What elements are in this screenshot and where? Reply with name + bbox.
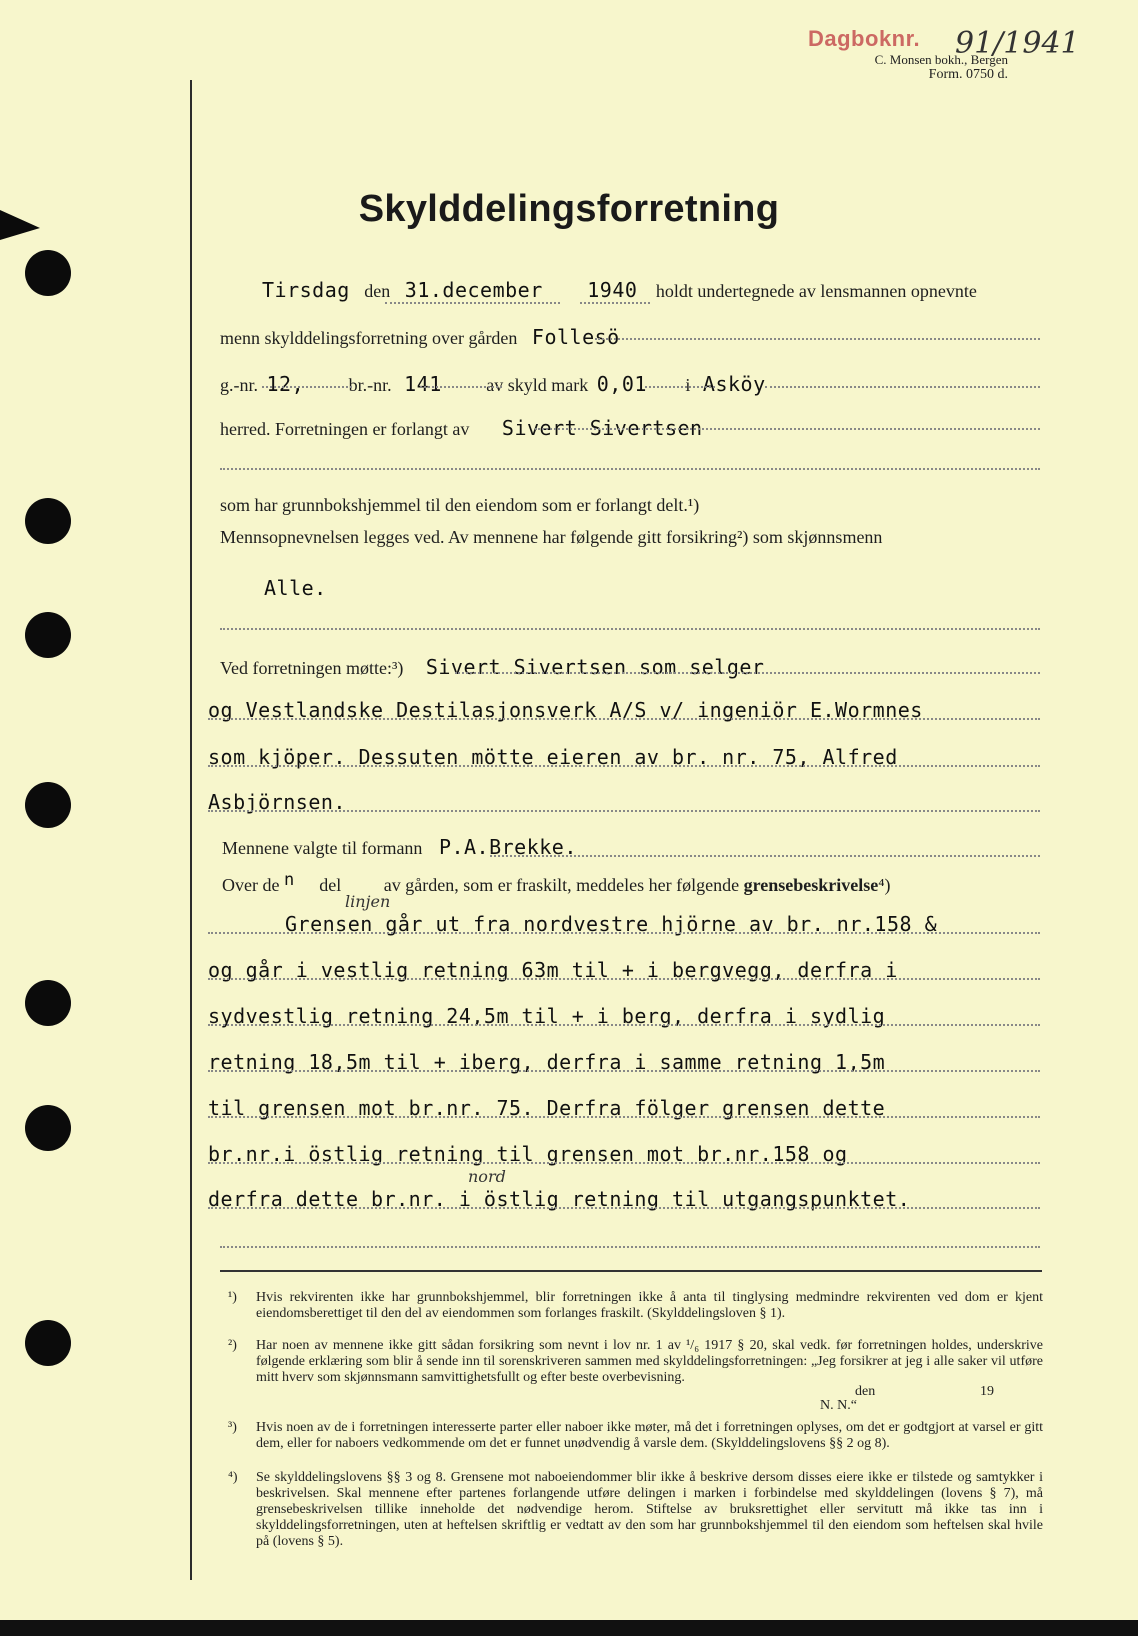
handwritten-insert-nord: nord bbox=[468, 1167, 506, 1186]
skyld-value: 0,01 bbox=[596, 372, 647, 396]
chairman-name: P.A.Brekke. bbox=[438, 835, 577, 859]
punch-hole bbox=[25, 498, 71, 544]
intro-line-1 bbox=[262, 278, 977, 302]
publisher-label: C. Monsen bokh., Bergen bbox=[874, 52, 1008, 67]
requester: Sivert Sivertsen bbox=[501, 416, 703, 440]
intro-text-2: menn skylddelingsforretning over gården bbox=[220, 328, 518, 348]
punch-hole bbox=[25, 782, 71, 828]
boundary-line-1: Grensen går ut fra nordvestre hjörne av br. nr.158 & bbox=[285, 912, 938, 936]
attendance-line-2: og Vestlandske Destilasjonsverk A/S v/ ingeniör E.Wormnes bbox=[208, 698, 923, 722]
signature-nn: N. N.“ bbox=[820, 1398, 857, 1413]
fill-line bbox=[455, 672, 1040, 674]
fill-line bbox=[208, 765, 1040, 767]
punch-hole bbox=[25, 1105, 71, 1151]
brnr-value: 141 bbox=[404, 372, 442, 396]
fill-line bbox=[220, 1246, 1040, 1248]
den-label: den bbox=[364, 281, 391, 301]
intro-line-5: som har grunnbokshjemmel til den eiendom som er forlangt delt.¹) bbox=[220, 495, 700, 515]
footnote-ref-4: ⁴) bbox=[878, 875, 891, 895]
boundary-line-2: og går i vestlig retning 63m til + i bergvegg, derfra i bbox=[208, 958, 898, 982]
attendance-line-3: som kjöper. Dessuten mötte eieren av br. nr. 75, Alfred bbox=[208, 745, 898, 769]
form-header bbox=[875, 52, 1008, 82]
boundary-line-4: retning 18,5m til + iberg, derfra i samme retning 1,5m bbox=[208, 1050, 886, 1074]
footnote-4 bbox=[228, 1470, 1043, 1550]
attendance-line-1 bbox=[220, 655, 764, 679]
fraction-n: n bbox=[283, 870, 295, 890]
footnote-rule bbox=[220, 1270, 1042, 1272]
fill-line bbox=[490, 855, 1040, 857]
document-title: Skylddelingsforretning bbox=[358, 188, 780, 230]
fill-line bbox=[765, 386, 1040, 388]
skyld-label: av skyld mark bbox=[486, 375, 589, 395]
boundary-line-5: til grensen mot br.nr. 75. Derfra fölger grensen dette bbox=[208, 1096, 886, 1120]
fill-line bbox=[420, 386, 502, 388]
fill-line bbox=[262, 386, 352, 388]
brnr-label: br.-nr. bbox=[348, 375, 392, 395]
gnr-label: g.-nr. bbox=[220, 375, 258, 395]
attendance-line-4: Asbjörnsen. bbox=[208, 790, 346, 814]
footnote-num: ³) bbox=[228, 1420, 237, 1435]
year: 1940 bbox=[587, 278, 638, 302]
footnote-2 bbox=[228, 1338, 1043, 1386]
punch-hole bbox=[25, 250, 71, 296]
fill-line bbox=[208, 1070, 1040, 1072]
fill-line bbox=[208, 1116, 1040, 1118]
attendance-label: Ved forretningen møtte:³) bbox=[220, 658, 404, 678]
fill-line bbox=[208, 932, 1040, 934]
boundary-line-6: br.nr.i östlig retning til grensen mot br.nr.158 og bbox=[208, 1142, 848, 1166]
handwritten-insert-linjen: linjen bbox=[345, 892, 391, 911]
punch-hole bbox=[25, 1320, 71, 1366]
form-number: Form. 0750 d. bbox=[928, 67, 1008, 82]
chairman-label: Mennene valgte til formann bbox=[222, 838, 423, 858]
fill-line bbox=[208, 1162, 1040, 1164]
fill-line bbox=[385, 302, 560, 304]
fill-line bbox=[208, 978, 1040, 980]
fill-line bbox=[535, 428, 1040, 430]
footnote-1 bbox=[228, 1290, 1043, 1322]
del-label: del bbox=[319, 875, 342, 895]
journal-number: 91/1941 bbox=[955, 26, 1080, 61]
i-label: i bbox=[685, 375, 691, 395]
boundary-rest: av gården, som er fraskilt, meddeles her følgende bbox=[383, 875, 740, 895]
fill-line bbox=[580, 302, 650, 304]
intro-text-1: holdt undertegnede av lensmannen opnevnte bbox=[655, 281, 977, 301]
attendance-text-1: Sivert Sivertsen som selger bbox=[425, 655, 765, 679]
farm-name: Follesö bbox=[531, 325, 620, 349]
signature-den: den bbox=[855, 1384, 876, 1399]
intro-line-3 bbox=[220, 372, 766, 396]
fill-line bbox=[208, 718, 1040, 720]
footnote-num: ⁴) bbox=[228, 1470, 238, 1485]
footnote-num: ¹) bbox=[228, 1290, 237, 1305]
footnote-text: Hvis rekvirenten ikke har grunnbokshjemmel, blir forretningen ikke å anta til tinglysing medmindre rekvirenten ved dom er kjent eiendomsberettiget til den del av eiendommen som forlanges fraskilt. (Skylddelingsloven § 1). bbox=[256, 1290, 1043, 1321]
date: 31.december bbox=[404, 278, 543, 302]
boundary-line-3: sydvestlig retning 24,5m til + i berg, derfra i sydlig bbox=[208, 1004, 886, 1028]
gnr-value: 12, bbox=[266, 372, 305, 396]
footnote-text: Har noen av mennene ikke gitt sådan forsikring som nevnt i lov nr. 1 av ¹/₆ 1917 § 20, skal vedk. før forretningen holdes, underskrive følgende erklæring som blir å sende inn til sorenskriveren sammen med skylddelingsforretningen: „Jeg forsikrer at jeg i alle saker vil utføre mitt hverv som skjønnsmann samvittighetsfullt og efter beste overbevisning. bbox=[256, 1338, 1043, 1385]
fill-line bbox=[645, 386, 715, 388]
intro-line-6: Mennsopnevnelsen legges ved. Av mennene har følgende gitt forsikring²) som skjønnsmenn bbox=[220, 527, 883, 547]
footnote-text: Hvis noen av de i forretningen interesserte parter eller naboer ikke møter, må det i forretningen oplyses, om det er godtgjort at varsel er gitt dem, eller for naboers vedkommende om det er funnet unødvendig å varsle dem. (Skylddelingslovens §§ 2 og 8). bbox=[256, 1420, 1043, 1451]
margin-line bbox=[190, 80, 192, 1580]
footnote-text: Se skylddelingslovens §§ 3 og 8. Grensene mot naboeiendommer blir ikke å beskrive dersom disses eiere ikke er tilstede og samtykker i beskrivelsen. Skal mennene efter partenes forlangende utføre delingen i marken i forbindelse med skylddelingen (lovens § 7), må grensebeskrivelsen tillike inneholde det nødvendige herom. Stiftelse av bruksrettighet eller servitutt må ikke tas inn i skylddelingsforretningen, uten at heftelsen skriftlig er vedtatt av den som har grunnbokshjemmel til den eiendom som heftelsen skal hvile på (lovens § 5). bbox=[256, 1470, 1043, 1549]
punch-hole bbox=[25, 612, 71, 658]
alle-text: Alle. bbox=[264, 576, 327, 600]
place: Asköy bbox=[702, 372, 766, 396]
fill-line bbox=[208, 1024, 1040, 1026]
fill-line bbox=[208, 1207, 1040, 1209]
signature-year: 19 bbox=[980, 1384, 994, 1399]
herred-text: herred. Forretningen er forlangt av bbox=[220, 419, 470, 439]
fill-line bbox=[220, 628, 1040, 630]
punch-hole bbox=[25, 980, 71, 1026]
fill-line bbox=[220, 468, 1040, 470]
journal-stamp: Dagboknr. bbox=[808, 26, 921, 51]
over-label: Over de bbox=[222, 875, 280, 895]
fill-line bbox=[595, 338, 1040, 340]
boundary-bold: grensebeskrivelse bbox=[743, 875, 879, 895]
footnote-3 bbox=[228, 1420, 1043, 1452]
boundary-line-7: derfra dette br.nr. i östlig retning til utgangspunktet. bbox=[208, 1187, 911, 1211]
intro-line-2 bbox=[220, 325, 620, 349]
footnote-num: ²) bbox=[228, 1338, 237, 1353]
fill-line bbox=[208, 810, 1040, 812]
weekday: Tirsdag bbox=[262, 278, 350, 302]
boundary-header bbox=[222, 870, 891, 896]
